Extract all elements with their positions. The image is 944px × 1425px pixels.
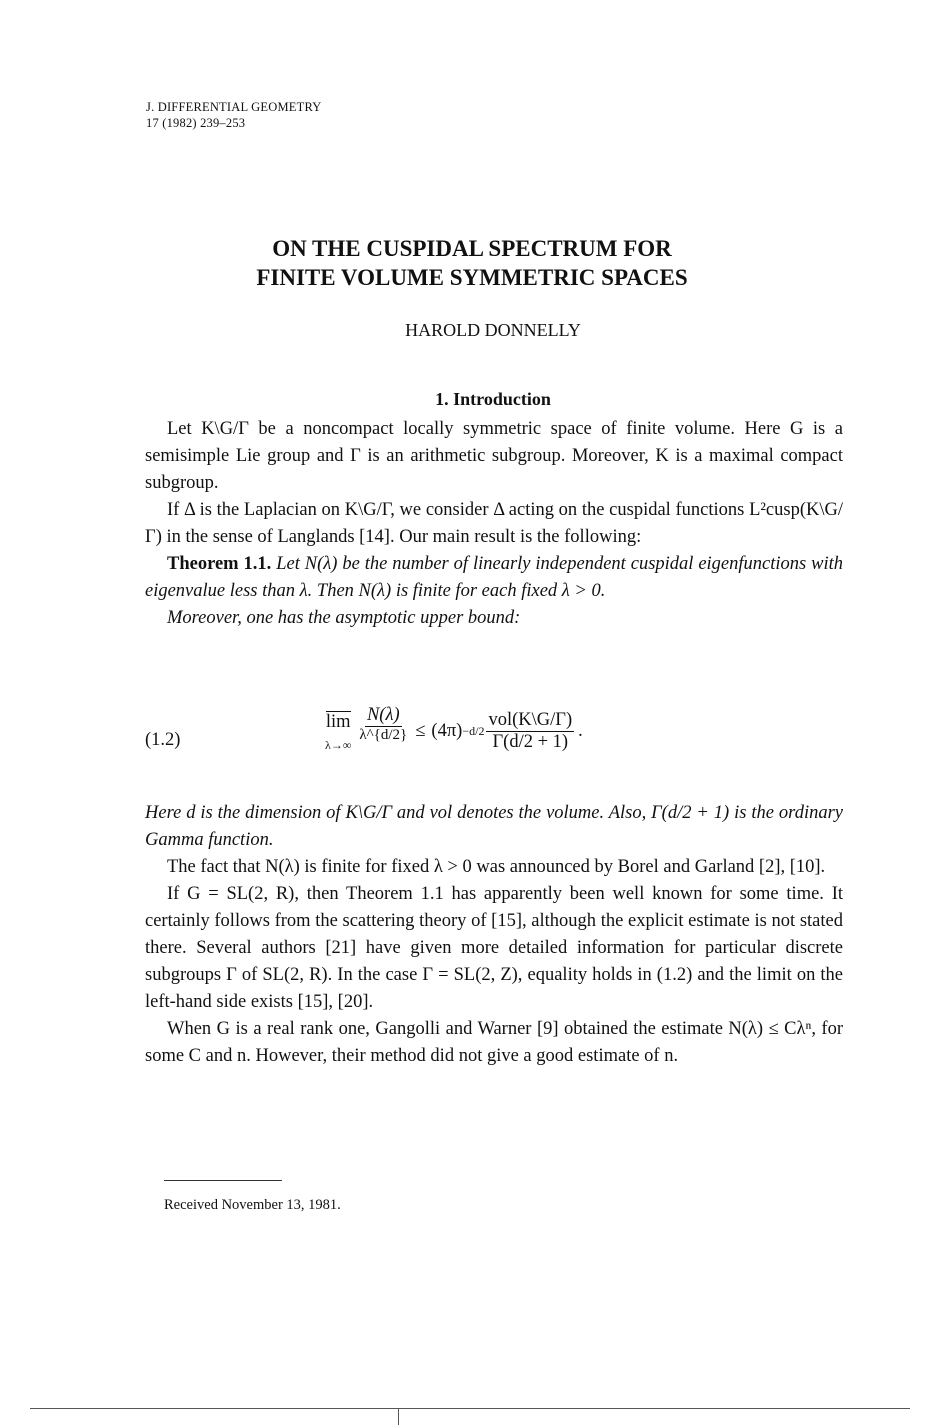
equation-body [325,705,583,753]
paragraph-4: Here d is the dimension of K\G/Γ and vol denotes the volume. Also, Γ(d/2 + 1) is the ordinary Gamma function. [145,803,844,850]
equation-number: (1.2) [145,730,181,750]
rhs-numerator: vol(K\G/Γ) [488,710,573,730]
lhs-denominator: λ^{d/2} [359,727,408,743]
title-line-2: FINITE VOLUME SYMMETRIC SPACES [256,265,688,290]
equation-end: . [578,721,583,741]
rhs-denominator: Γ(d/2 + 1) [492,732,569,752]
paragraph-7: When G is a real rank one, Gangolli and Warner [9] obtained the estimate N(λ) ≤ Cλⁿ, for some C and n. However, their method did not give a good estimate of n. [145,1019,843,1066]
lim-word: lim [325,711,351,732]
section-heading: 1. Introduction [435,389,551,409]
footnote-rule [164,1180,282,1181]
theorem-text: Let N(λ) be the number of linearly independent cuspidal eigenfunctions with eigenvalue less than λ. Then N(λ) is finite for each fixed λ > 0. [145,554,844,601]
intro-block-2 [145,800,843,1070]
page-bottom-rule [30,1408,910,1409]
equation-1-2 [145,705,843,788]
limsup [325,711,351,753]
page-bottom-tick [398,1408,399,1425]
lhs-numerator: N(λ) [366,705,400,725]
paragraph-1: Let K\G/Γ be a noncompact locally symmetric space of finite volume. Here G is a semisimple Lie group and Γ is an arithmetic subgroup. Moreover, K is a maximal compact subgroup. [145,419,843,493]
title-line-1: ON THE CUSPIDAL SPECTRUM FOR [272,236,672,261]
factor: (4π) [431,721,463,741]
journal-volume: 17 (1982) 239–253 [146,116,246,130]
lim-subscript: λ→∞ [325,737,352,752]
journal-name: J. DIFFERENTIAL GEOMETRY [146,100,322,114]
lhs-fraction [357,705,409,744]
paragraph-2: If Δ is the Laplacian on K\G/Γ, we consider Δ acting on the cuspidal functions L²cusp(K\G/Γ) in the sense of Langlands [14]. Our main result is the following: [145,500,843,547]
journal-header [146,99,322,131]
theorem [145,551,843,605]
footnote: Received November 13, 1981. [164,1197,341,1213]
theorem-label: Theorem 1.1. [167,554,272,574]
paragraph-6: If G = SL(2, R), then Theorem 1.1 has apparently been well known for some time. It certainly follows from the scattering theory of [15], although the explicit estimate is not stated there. Several authors [21] have given more detailed information for particular discrete subgroups Γ of SL(2, R). In the case Γ = SL(2, Z), equality holds in (1.2) and the limit on the left-hand side exists [15], [20]. [145,884,843,1012]
intro-block-1 [145,416,843,632]
rhs-fraction [486,710,574,753]
author: HAROLD DONNELLY [405,320,581,340]
paragraph-3: Moreover, one has the asymptotic upper bound: [167,608,521,628]
paper-title [0,234,944,292]
factor-exponent: −d/2 [462,724,485,738]
relation: ≤ [415,721,426,741]
paragraph-5: The fact that N(λ) is finite for fixed λ > 0 was announced by Borel and Garland [2], [10]. [167,857,826,877]
